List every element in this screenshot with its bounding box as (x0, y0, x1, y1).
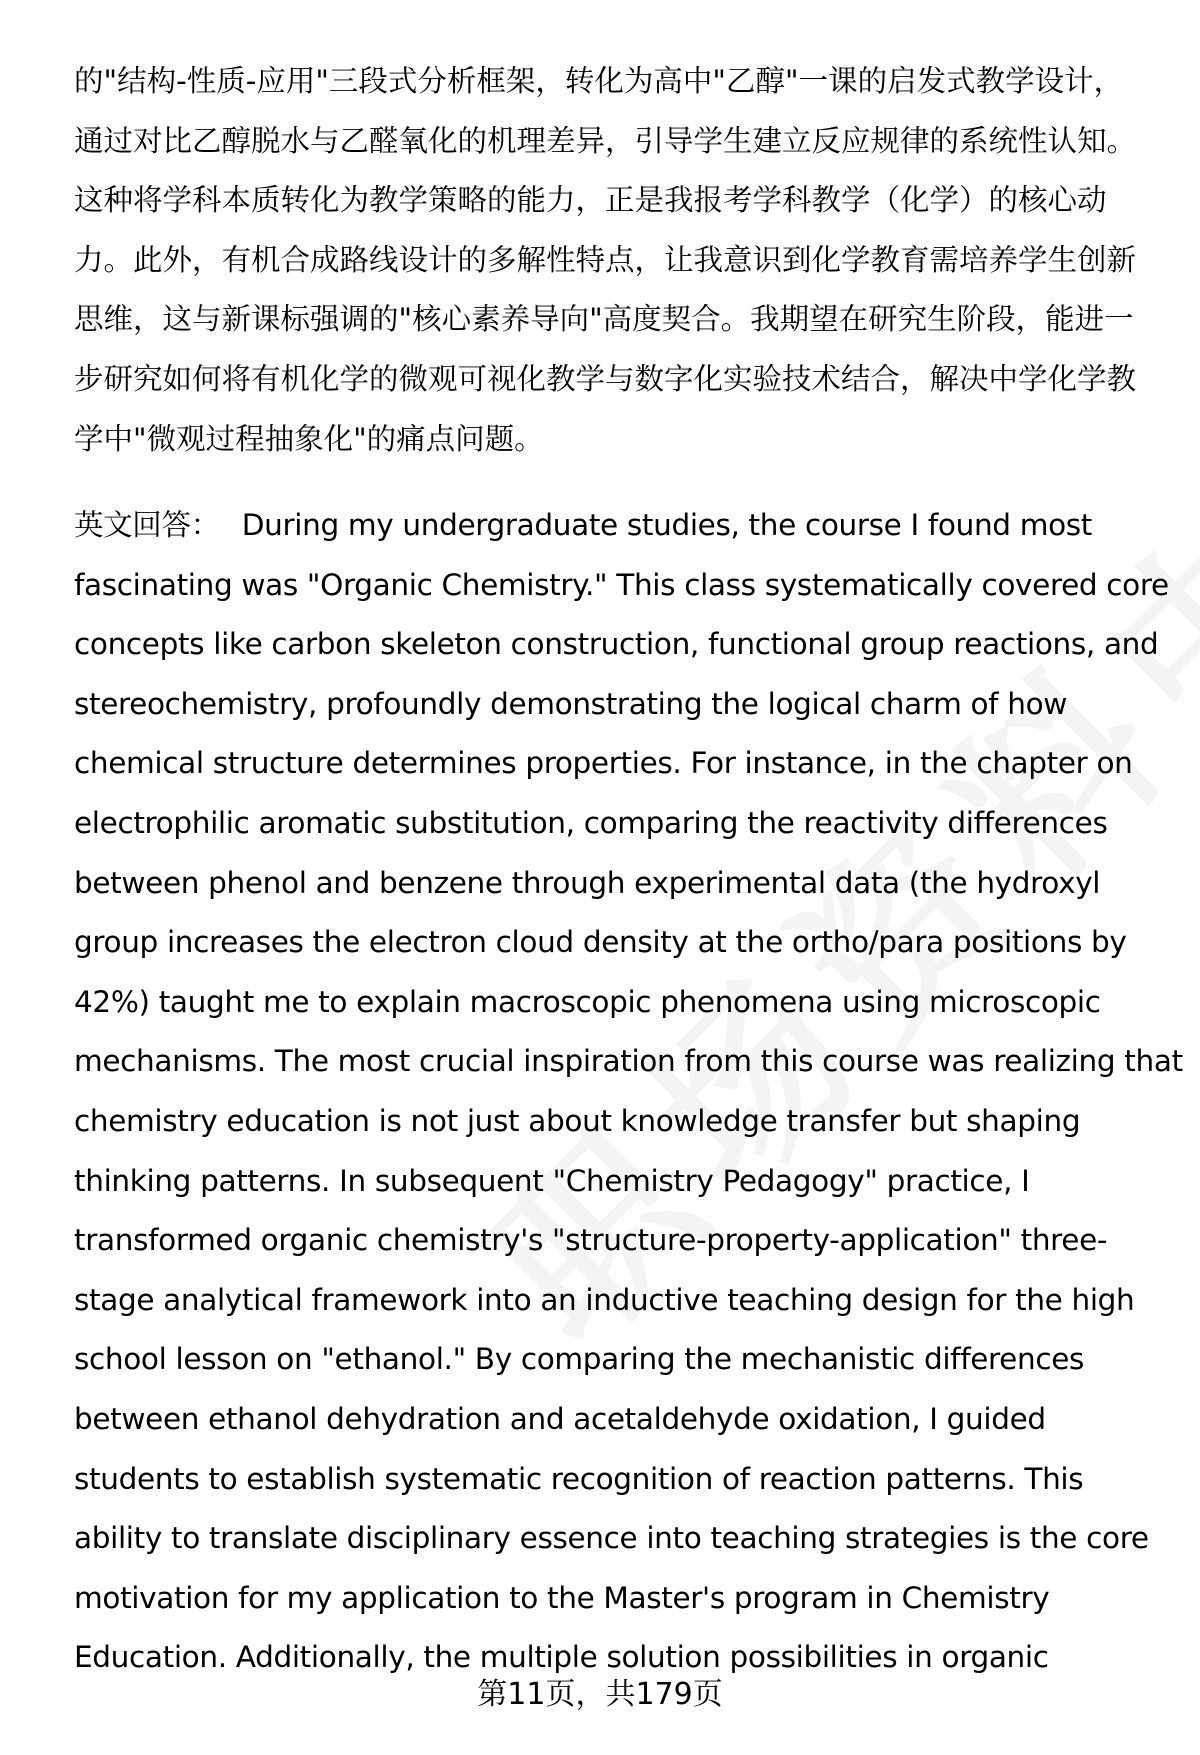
text-line: 力。此外，有机合成路线设计的多解性特点，让我意识到化学教育需培养学生创新 (74, 242, 1137, 277)
text-line: 42%) taught me to explain macroscopic phenomena using microscopic (74, 984, 1101, 1019)
text-line: fascinating was "Organic Chemistry." This class systematically covered core (74, 567, 1169, 602)
page-number-footer: 第11页，共179页 (477, 1677, 723, 1712)
text-line: 这种将学科本质转化为教学策略的能力，正是我报考学科教学（化学）的核心动 (74, 183, 1107, 218)
english-answer-label: 英文回答： (74, 508, 220, 542)
text-line: 的"结构-性质-应用"三段式分析框架，转化为高中"乙醇"一课的启发式教学设计， (74, 64, 1124, 98)
text-line: thinking patterns. In subsequent "Chemistry Pedagogy" practice, I (74, 1163, 1030, 1198)
text-line: chemistry education is not just about knowledge transfer but shaping (74, 1103, 1081, 1138)
text-line: motivation for my application to the Master's program in Chemistry (74, 1580, 1050, 1615)
text-line (74, 496, 1164, 556)
text-line: chemical structure determines properties. For instance, in the chapter on (74, 746, 1133, 781)
text-line: ability to translate disciplinary essence into teaching strategies is the core (74, 1521, 1149, 1556)
text-line: concepts like carbon skeleton construction, functional group reactions, and (74, 627, 1159, 662)
text-line-content: During my undergraduate studies, the course I found most (241, 508, 1093, 542)
text-line: 思维，这与新课标强调的"核心素养导向"高度契合。我期望在研究生阶段，能进一 (74, 302, 1134, 337)
text-line: mechanisms. The most crucial inspiration from this course was realizing that (74, 1044, 1183, 1079)
text-line: school lesson on "ethanol." By comparing the mechanistic differences (74, 1342, 1085, 1377)
english-answer-paragraph (74, 496, 1183, 1688)
text-line: 步研究如何将有机化学的微观可视化教学与数字化实验技术结合，解决中学化学教 (74, 361, 1137, 396)
text-line: Education. Additionally, the multiple solution possibilities in organic (74, 1640, 1049, 1675)
text-line: between phenol and benzene through experimental data (the hydroxyl (74, 865, 1101, 900)
text-line: students to establish systematic recognition of reaction patterns. This (74, 1461, 1084, 1496)
text-line: between ethanol dehydration and acetaldehyde oxidation, I guided (74, 1401, 1046, 1436)
text-line: transformed organic chemistry's "structure-property-application" three- (74, 1223, 1108, 1258)
text-line: stage analytical framework into an inductive teaching design for the high (74, 1282, 1135, 1317)
text-line: 通过对比乙醇脱水与乙醛氧化的机理差异，引导学生建立反应规律的系统性认知。 (74, 123, 1137, 158)
chinese-answer-paragraph (74, 52, 1164, 469)
text-line: group increases the electron cloud density at the ortho/para positions by (74, 925, 1127, 960)
text-line: 学中"微观过程抽象化"的痛点问题。 (74, 421, 544, 456)
text-line: electrophilic aromatic substitution, comparing the reactivity differences (74, 805, 1108, 840)
text-line: stereochemistry, profoundly demonstrating the logical charm of how (74, 686, 1068, 721)
